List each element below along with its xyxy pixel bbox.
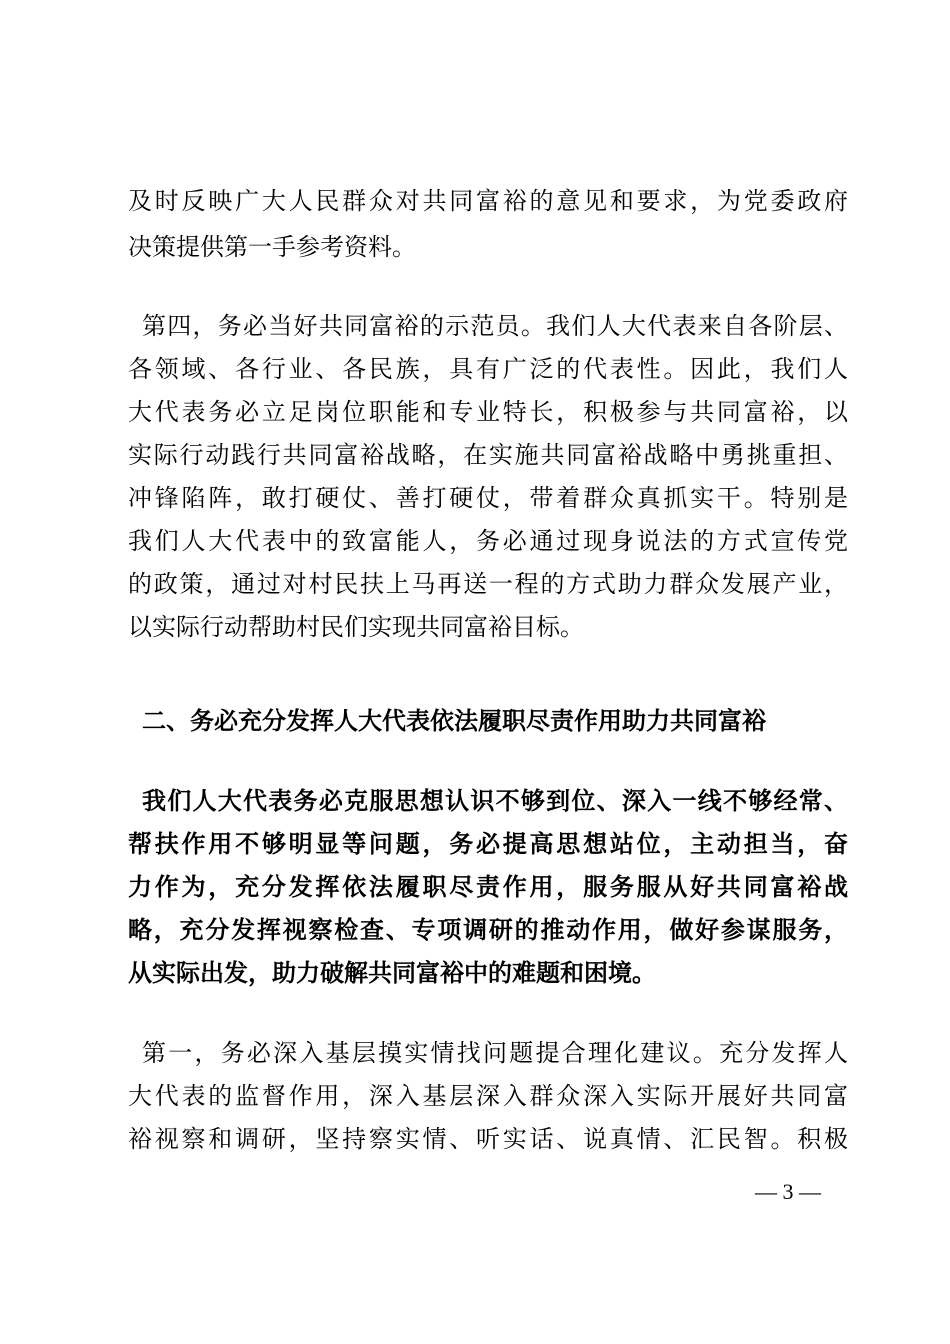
- section-heading: 二、务必充分发挥人大代表依法履职尽责作用助力共同富裕: [142, 707, 766, 735]
- page-number: — 3 —: [755, 1179, 821, 1204]
- paragraph-2-line-3: 大代表务必立足岗位职能和专业特长，积极参与共同富裕，以: [128, 398, 848, 426]
- paragraph-3-line-1: 我们人大代表务必克服思想认识不够到位、深入一线不够经常、: [142, 787, 848, 815]
- paragraph-1-line-1: 及时反映广大人民群众对共同富裕的意见和要求，为党委政府: [128, 187, 848, 215]
- paragraph-2-line-4: 实际行动践行共同富裕战略，在实施共同富裕战略中勇挑重担、: [128, 441, 848, 469]
- paragraph-2-line-1: 第四，务必当好共同富裕的示范员。我们人大代表来自各阶层、: [142, 312, 848, 340]
- paragraph-2-line-6: 我们人大代表中的致富能人，务必通过现身说法的方式宣传党: [128, 527, 848, 555]
- paragraph-3-line-3: 力作为，充分发挥依法履职尽责作用，服务服从好共同富裕战: [128, 873, 848, 901]
- paragraph-1-line-2: 决策提供第一手参考资料。: [128, 233, 416, 261]
- paragraph-3-line-4: 略，充分发挥视察检查、专项调研的推动作用，做好参谋服务，: [128, 916, 848, 944]
- paragraph-2-line-8: 以实际行动帮助村民们实现共同富裕目标。: [128, 613, 584, 641]
- paragraph-3-line-2: 帮扶作用不够明显等问题，务必提高思想站位，主动担当，奋: [128, 830, 848, 858]
- paragraph-2-line-2: 各领域、各行业、各民族，具有广泛的代表性。因此，我们人: [128, 355, 848, 383]
- paragraph-2-line-5: 冲锋陷阵，敢打硬仗、善打硬仗，带着群众真抓实干。特别是: [128, 484, 848, 512]
- paragraph-4-line-3: 裕视察和调研，坚持察实情、听实话、说真情、汇民智。积极: [128, 1125, 848, 1153]
- paragraph-2-line-7: 的政策，通过对村民扶上马再送一程的方式助力群众发展产业，: [128, 570, 848, 598]
- paragraph-4-line-2: 大代表的监督作用，深入基层深入群众深入实际开展好共同富: [128, 1082, 848, 1110]
- paragraph-4-line-1: 第一，务必深入基层摸实情找问题提合理化建议。充分发挥人: [142, 1039, 848, 1067]
- paragraph-3-line-5: 从实际出发，助力破解共同富裕中的难题和困境。: [128, 959, 656, 987]
